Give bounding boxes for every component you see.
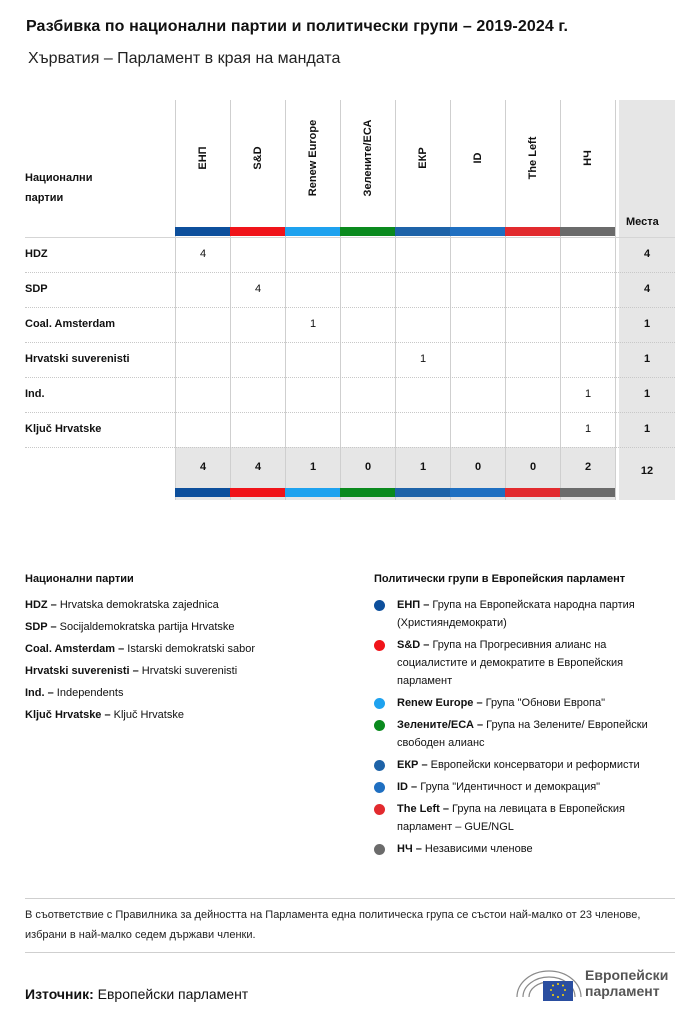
row-seats-value: 1 — [643, 423, 651, 435]
table-cell-value: 4 — [254, 283, 262, 295]
party-legend-abbr: Hrvatski suverenisti – — [25, 665, 142, 677]
group-color-bar — [395, 227, 450, 236]
group-color-bar-bottom — [560, 488, 615, 497]
row-divider — [25, 272, 675, 273]
group-legend-full: Европейски консерватори и реформисти — [430, 759, 640, 771]
party-legend-full: Hrvatski suverenisti — [141, 665, 238, 677]
row-divider — [25, 377, 675, 378]
row-divider — [25, 307, 675, 308]
group-total: 0 — [364, 461, 372, 473]
row-seats-value: 1 — [643, 353, 651, 365]
party-legend-abbr: Ključ Hrvatske – — [25, 709, 114, 721]
logo-text-line1: Европейски — [585, 967, 669, 983]
table-cell-value: 1 — [309, 318, 317, 330]
table-cell-value: 1 — [584, 423, 592, 435]
group-total: 0 — [474, 461, 482, 473]
group-header: Зелените/ЕСА — [361, 119, 374, 197]
group-color-bar-bottom — [230, 488, 285, 497]
group-legend-abbr: The Left – — [397, 803, 453, 815]
column-divider — [230, 100, 231, 500]
logo-text-line2: парламент — [585, 983, 660, 999]
group-color-bar — [175, 227, 230, 236]
row-header: Национални партии — [25, 172, 93, 204]
note-divider-bottom — [25, 952, 675, 953]
party-row-label: SDP — [25, 283, 48, 295]
group-header: The Left — [526, 136, 539, 180]
group-total: 1 — [309, 461, 317, 473]
row-seats-value: 1 — [643, 388, 651, 400]
party-row-label: Ključ Hrvatske — [25, 423, 102, 435]
group-color-dot — [374, 804, 385, 815]
party-legend-abbr: Ind. – — [25, 687, 57, 699]
group-legend-item — [397, 596, 679, 632]
group-color-bar — [450, 227, 505, 236]
group-color-bar-bottom — [505, 488, 560, 497]
party-row-label: Hrvatski suverenisti — [25, 353, 130, 365]
total-seats: 12 — [640, 465, 654, 477]
group-color-bar — [285, 227, 340, 236]
seats-header: Места — [626, 216, 659, 228]
group-legend-full: Група на Прогресивния алианс на социалистите и демократите в Европейския парламент — [397, 639, 624, 687]
row-seats-value: 4 — [643, 248, 651, 260]
group-header: ID — [471, 152, 484, 164]
party-legend-abbr: Coal. Amsterdam – — [25, 643, 128, 655]
group-header: НЧ — [581, 150, 594, 166]
group-header: ЕКР — [416, 147, 429, 169]
group-legend-item — [397, 716, 679, 752]
group-header: Renew Europe — [306, 119, 319, 197]
group-color-bar — [340, 227, 395, 236]
party-legend-full: Ključ Hrvatske — [113, 709, 184, 721]
group-color-dot — [374, 782, 385, 793]
group-color-bar-bottom — [285, 488, 340, 497]
group-legend-abbr: Зелените/ЕСА – — [397, 719, 487, 731]
group-legend-full: Група "Идентичност и демокрация" — [420, 781, 601, 793]
group-color-bar — [505, 227, 560, 236]
group-color-dot — [374, 698, 385, 709]
party-row-label: Ind. — [25, 388, 45, 400]
group-legend-item — [397, 636, 679, 690]
breakdown-table — [25, 100, 675, 500]
column-divider — [285, 100, 286, 500]
group-legend-abbr: ЕКР – — [397, 759, 431, 771]
group-total: 0 — [529, 461, 537, 473]
party-legend-full: Independents — [56, 687, 124, 699]
group-legend-item — [397, 800, 679, 836]
party-legend-abbr: HDZ – — [25, 599, 60, 611]
group-color-bar-bottom — [175, 488, 230, 497]
seats-column-shade — [619, 100, 675, 500]
party-legend-abbr: SDP – — [25, 621, 60, 633]
source-line — [25, 986, 248, 1002]
group-total: 4 — [254, 461, 262, 473]
group-color-dot — [374, 640, 385, 651]
group-legend-item — [397, 840, 679, 858]
column-divider — [505, 100, 506, 500]
party-legend-full: Hrvatska demokratska zajednica — [59, 599, 219, 611]
group-legend-item — [397, 756, 679, 774]
row-divider — [25, 447, 675, 448]
party-legend-title: Национални партии — [25, 573, 134, 585]
group-legend-full: Група на левицата в Европейския парламент – GUE/NGL — [397, 803, 625, 833]
page-subtitle: Хърватия – Парламент в края на мандата — [28, 50, 341, 67]
party-row-label: HDZ — [25, 248, 48, 260]
party-legend-item — [25, 662, 237, 680]
party-legend-item — [25, 684, 123, 702]
group-total: 1 — [419, 461, 427, 473]
group-legend-title: Политически групи в Европейския парламент — [374, 573, 626, 585]
group-color-dot — [374, 720, 385, 731]
column-divider — [395, 100, 396, 500]
group-total: 2 — [584, 461, 592, 473]
party-legend-item — [25, 640, 255, 658]
party-legend-item — [25, 706, 184, 724]
logo-text — [585, 967, 668, 999]
party-legend-item — [25, 596, 219, 614]
group-header: S&D — [251, 146, 264, 170]
column-divider — [340, 100, 341, 500]
group-legend-item — [397, 778, 679, 796]
group-color-bar — [230, 227, 285, 236]
page-title: Разбивка по национални партии и политически групи – 2019-2024 г. — [26, 18, 569, 35]
group-total: 4 — [199, 461, 207, 473]
group-legend-abbr: ЕНП – — [397, 599, 433, 611]
table-cell-value: 1 — [419, 353, 427, 365]
group-legend-abbr: Renew Europe – — [397, 697, 486, 709]
row-seats-value: 1 — [643, 318, 651, 330]
group-legend-abbr: ID – — [397, 781, 421, 793]
note-divider-top — [25, 898, 675, 899]
column-divider — [450, 100, 451, 500]
column-divider — [175, 100, 176, 500]
source-label: Източник: — [25, 986, 94, 1002]
row-divider — [25, 412, 675, 413]
group-legend-abbr: S&D – — [397, 639, 433, 651]
party-row-label: Coal. Amsterdam — [25, 318, 116, 330]
group-header: ЕНП — [196, 146, 209, 170]
column-divider — [560, 100, 561, 500]
group-color-bar — [560, 227, 615, 236]
party-legend-item — [25, 618, 235, 636]
group-color-bar-bottom — [340, 488, 395, 497]
rules-note: В съответствие с Правилника за дейността на Парламента една политическа група се състои най-малко от 23 членове, избрани в най-малко седем държави членки. — [25, 909, 641, 941]
group-color-dot — [374, 600, 385, 611]
header-divider — [25, 237, 675, 238]
group-color-bar-bottom — [450, 488, 505, 497]
group-legend-item — [397, 694, 679, 712]
group-legend-full: Група на Зелените/ Европейски свободен алианс — [397, 719, 648, 749]
group-legend-full: Група "Обнови Европа" — [485, 697, 605, 709]
group-legend-full: Група на Европейската народна партия (Християндемократи) — [397, 599, 635, 629]
group-legend-abbr: НЧ – — [397, 843, 425, 855]
party-legend-full: Socijaldemokratska partija Hrvatske — [59, 621, 235, 633]
group-color-bar-bottom — [395, 488, 450, 497]
column-divider — [615, 100, 616, 500]
party-legend-full: Istarski demokratski sabor — [127, 643, 256, 655]
table-cell-value: 1 — [584, 388, 592, 400]
table-cell-value: 4 — [199, 248, 207, 260]
group-color-dot — [374, 844, 385, 855]
row-seats-value: 4 — [643, 283, 651, 295]
group-color-dot — [374, 760, 385, 771]
source-value: Европейски парламент — [97, 986, 249, 1002]
group-legend-full: Независими членове — [424, 843, 533, 855]
row-divider — [25, 342, 675, 343]
